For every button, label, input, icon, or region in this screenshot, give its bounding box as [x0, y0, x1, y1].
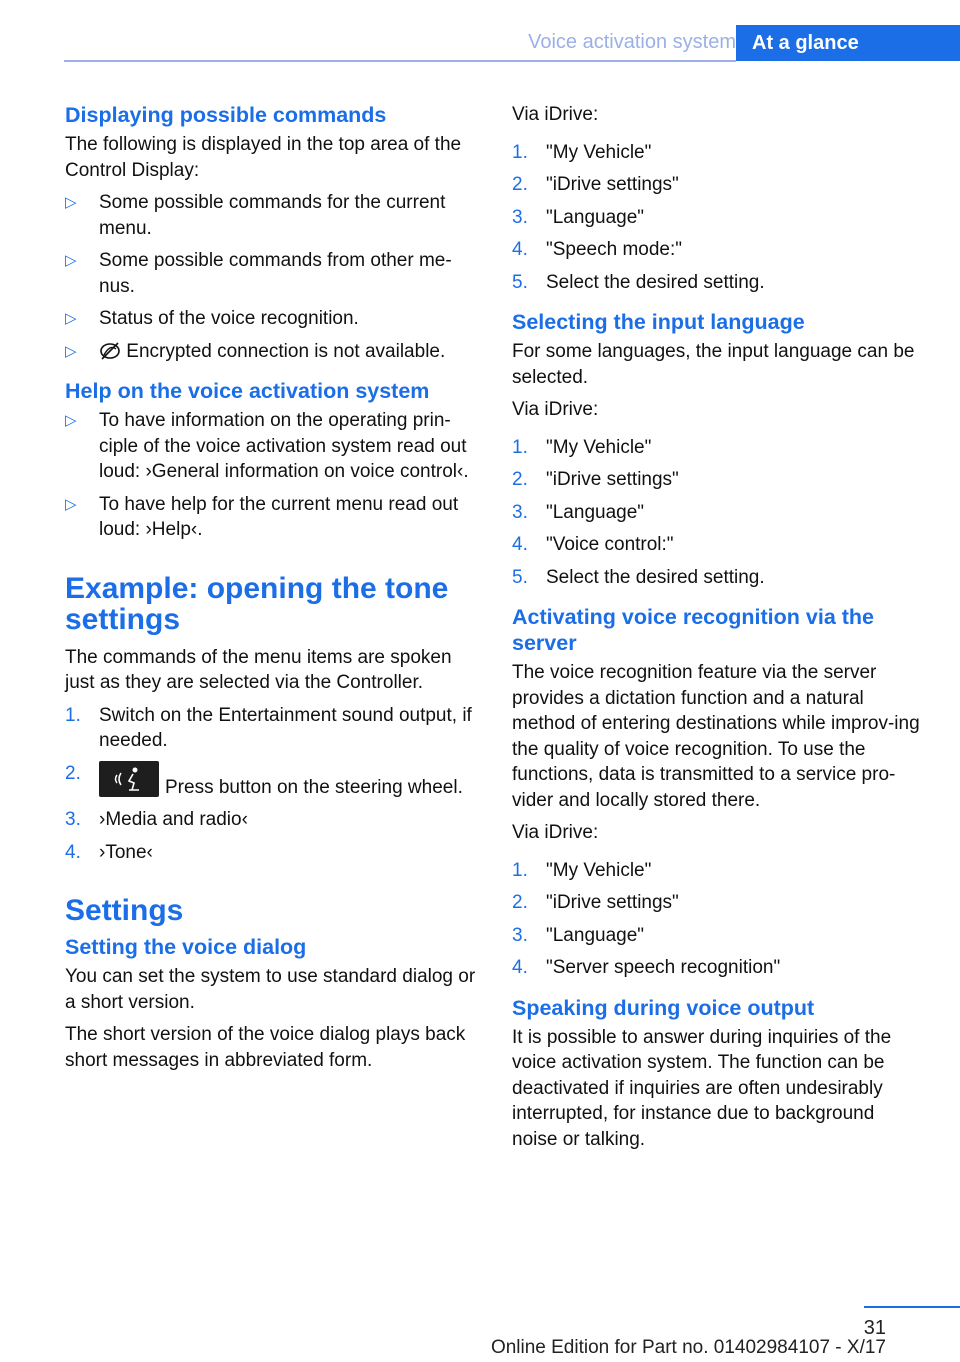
list-item: 2. "iDrive settings": [512, 892, 679, 913]
footer-rule: [864, 1306, 960, 1308]
numbered-list: [512, 858, 922, 981]
list-item: 1. "My Vehicle": [512, 141, 652, 163]
bullet-list: [65, 408, 481, 543]
list-item: 2. Press button on the steering wheel.: [65, 762, 463, 798]
list-item: 3. "Language": [512, 501, 645, 523]
bullet-list: [65, 190, 481, 364]
left-column: [65, 102, 481, 1080]
encryption-unavailable-icon: [99, 340, 121, 362]
heading-help: Help on the voice activation system: [65, 379, 430, 403]
paragraph: The short version of the voice dialog plays back short messages in abbreviated form.: [65, 1024, 466, 1071]
triangle-bullet-icon: ▷: [65, 342, 77, 360]
heading-server-recognition: Activating voice recognition via the server: [512, 605, 874, 655]
paragraph: The following is displayed in the top area of the Control Display:: [65, 134, 462, 181]
voice-button-icon: [99, 761, 159, 797]
heading-settings: Settings: [65, 894, 184, 927]
list-item: 3. "Language": [512, 206, 645, 228]
header-section-title: Voice activation system: [528, 31, 736, 53]
via-idrive-label: Via iDrive:: [512, 822, 599, 843]
list-item: 4. "Speech mode:": [512, 239, 683, 260]
paragraph: The voice recognition feature via the server provides a dictation function and a natural method of entering destinations while improv‐ing the quality of voice recognition. To use the functions, data is transmitted to a service pro‐vider and locally stored there.: [512, 662, 920, 811]
right-column: [512, 102, 922, 1159]
triangle-bullet-icon: ▷: [65, 495, 77, 513]
list-item: 1. Switch on the Entertainment sound output, if needed.: [65, 704, 472, 751]
numbered-list: [512, 140, 922, 296]
triangle-bullet-icon: ▷: [65, 412, 77, 429]
list-item: ▷ To have information on the operating prin‐ciple of the voice activation system read out loud: ›General information on voice control‹.: [65, 410, 469, 482]
list-item: 2. "iDrive settings": [512, 469, 679, 490]
paragraph: You can set the system to use standard dialog or a short version.: [65, 966, 476, 1013]
heading-voice-dialog: Setting the voice dialog: [65, 935, 307, 959]
heading-displaying-commands: Displaying possible commands: [65, 103, 387, 127]
list-item: ▷ Status of the voice recognition.: [65, 306, 481, 332]
header-rule: [64, 60, 736, 62]
paragraph: It is possible to answer during inquiries of the voice activation system. The function can be deactivated if inquiries are often undesirably interrupted, for instance due to background noise or talking.: [512, 1026, 892, 1150]
header-chapter-tab: At a glance: [736, 25, 960, 61]
page-number: 31: [863, 1317, 886, 1339]
list-item: 4. "Voice control:": [512, 534, 674, 555]
triangle-bullet-icon: ▷: [65, 310, 77, 327]
heading-example: Example: opening the tone settings: [65, 571, 449, 636]
paragraph: For some languages, the input language can be selected.: [512, 341, 915, 388]
via-idrive-label: Via iDrive:: [512, 104, 599, 125]
list-item: ▷ Some possible commands for the current menu.: [65, 192, 446, 239]
via-idrive-label: Via iDrive:: [512, 399, 599, 420]
list-item: ▷ To have help for the current menu read out loud: ›Help‹.: [65, 493, 459, 540]
list-item: 3. "Language": [512, 924, 645, 946]
list-item: ▷ Some possible commands from other me‐nus.: [65, 250, 452, 297]
numbered-list: [65, 703, 481, 866]
list-item: 5. Select the desired setting.: [512, 271, 765, 293]
numbered-list: [512, 435, 922, 591]
paragraph: The commands of the menu items are spoken just as they are selected via the Controller.: [65, 646, 452, 693]
page-header: [64, 25, 960, 61]
list-item: 3. ›Media and radio‹: [65, 809, 248, 830]
triangle-bullet-icon: ▷: [65, 194, 77, 211]
list-item: 5. Select the desired setting.: [512, 566, 765, 588]
list-item: 1. "My Vehicle": [512, 859, 652, 881]
triangle-bullet-icon: ▷: [65, 252, 77, 269]
list-item: ▷ Encrypted connection is not available.: [65, 339, 481, 365]
list-item: 1. "My Vehicle": [512, 436, 652, 458]
list-item: 2. "iDrive settings": [512, 174, 679, 195]
edition-footer: Online Edition for Part no. 01402984107 - X/17: [490, 1337, 886, 1358]
list-item: 4. ›Tone‹: [65, 841, 153, 863]
heading-speaking-during-output: Speaking during voice output: [512, 995, 815, 1020]
list-item: 4. "Server speech recognition": [512, 957, 781, 978]
heading-input-language: Selecting the input language: [512, 310, 805, 334]
